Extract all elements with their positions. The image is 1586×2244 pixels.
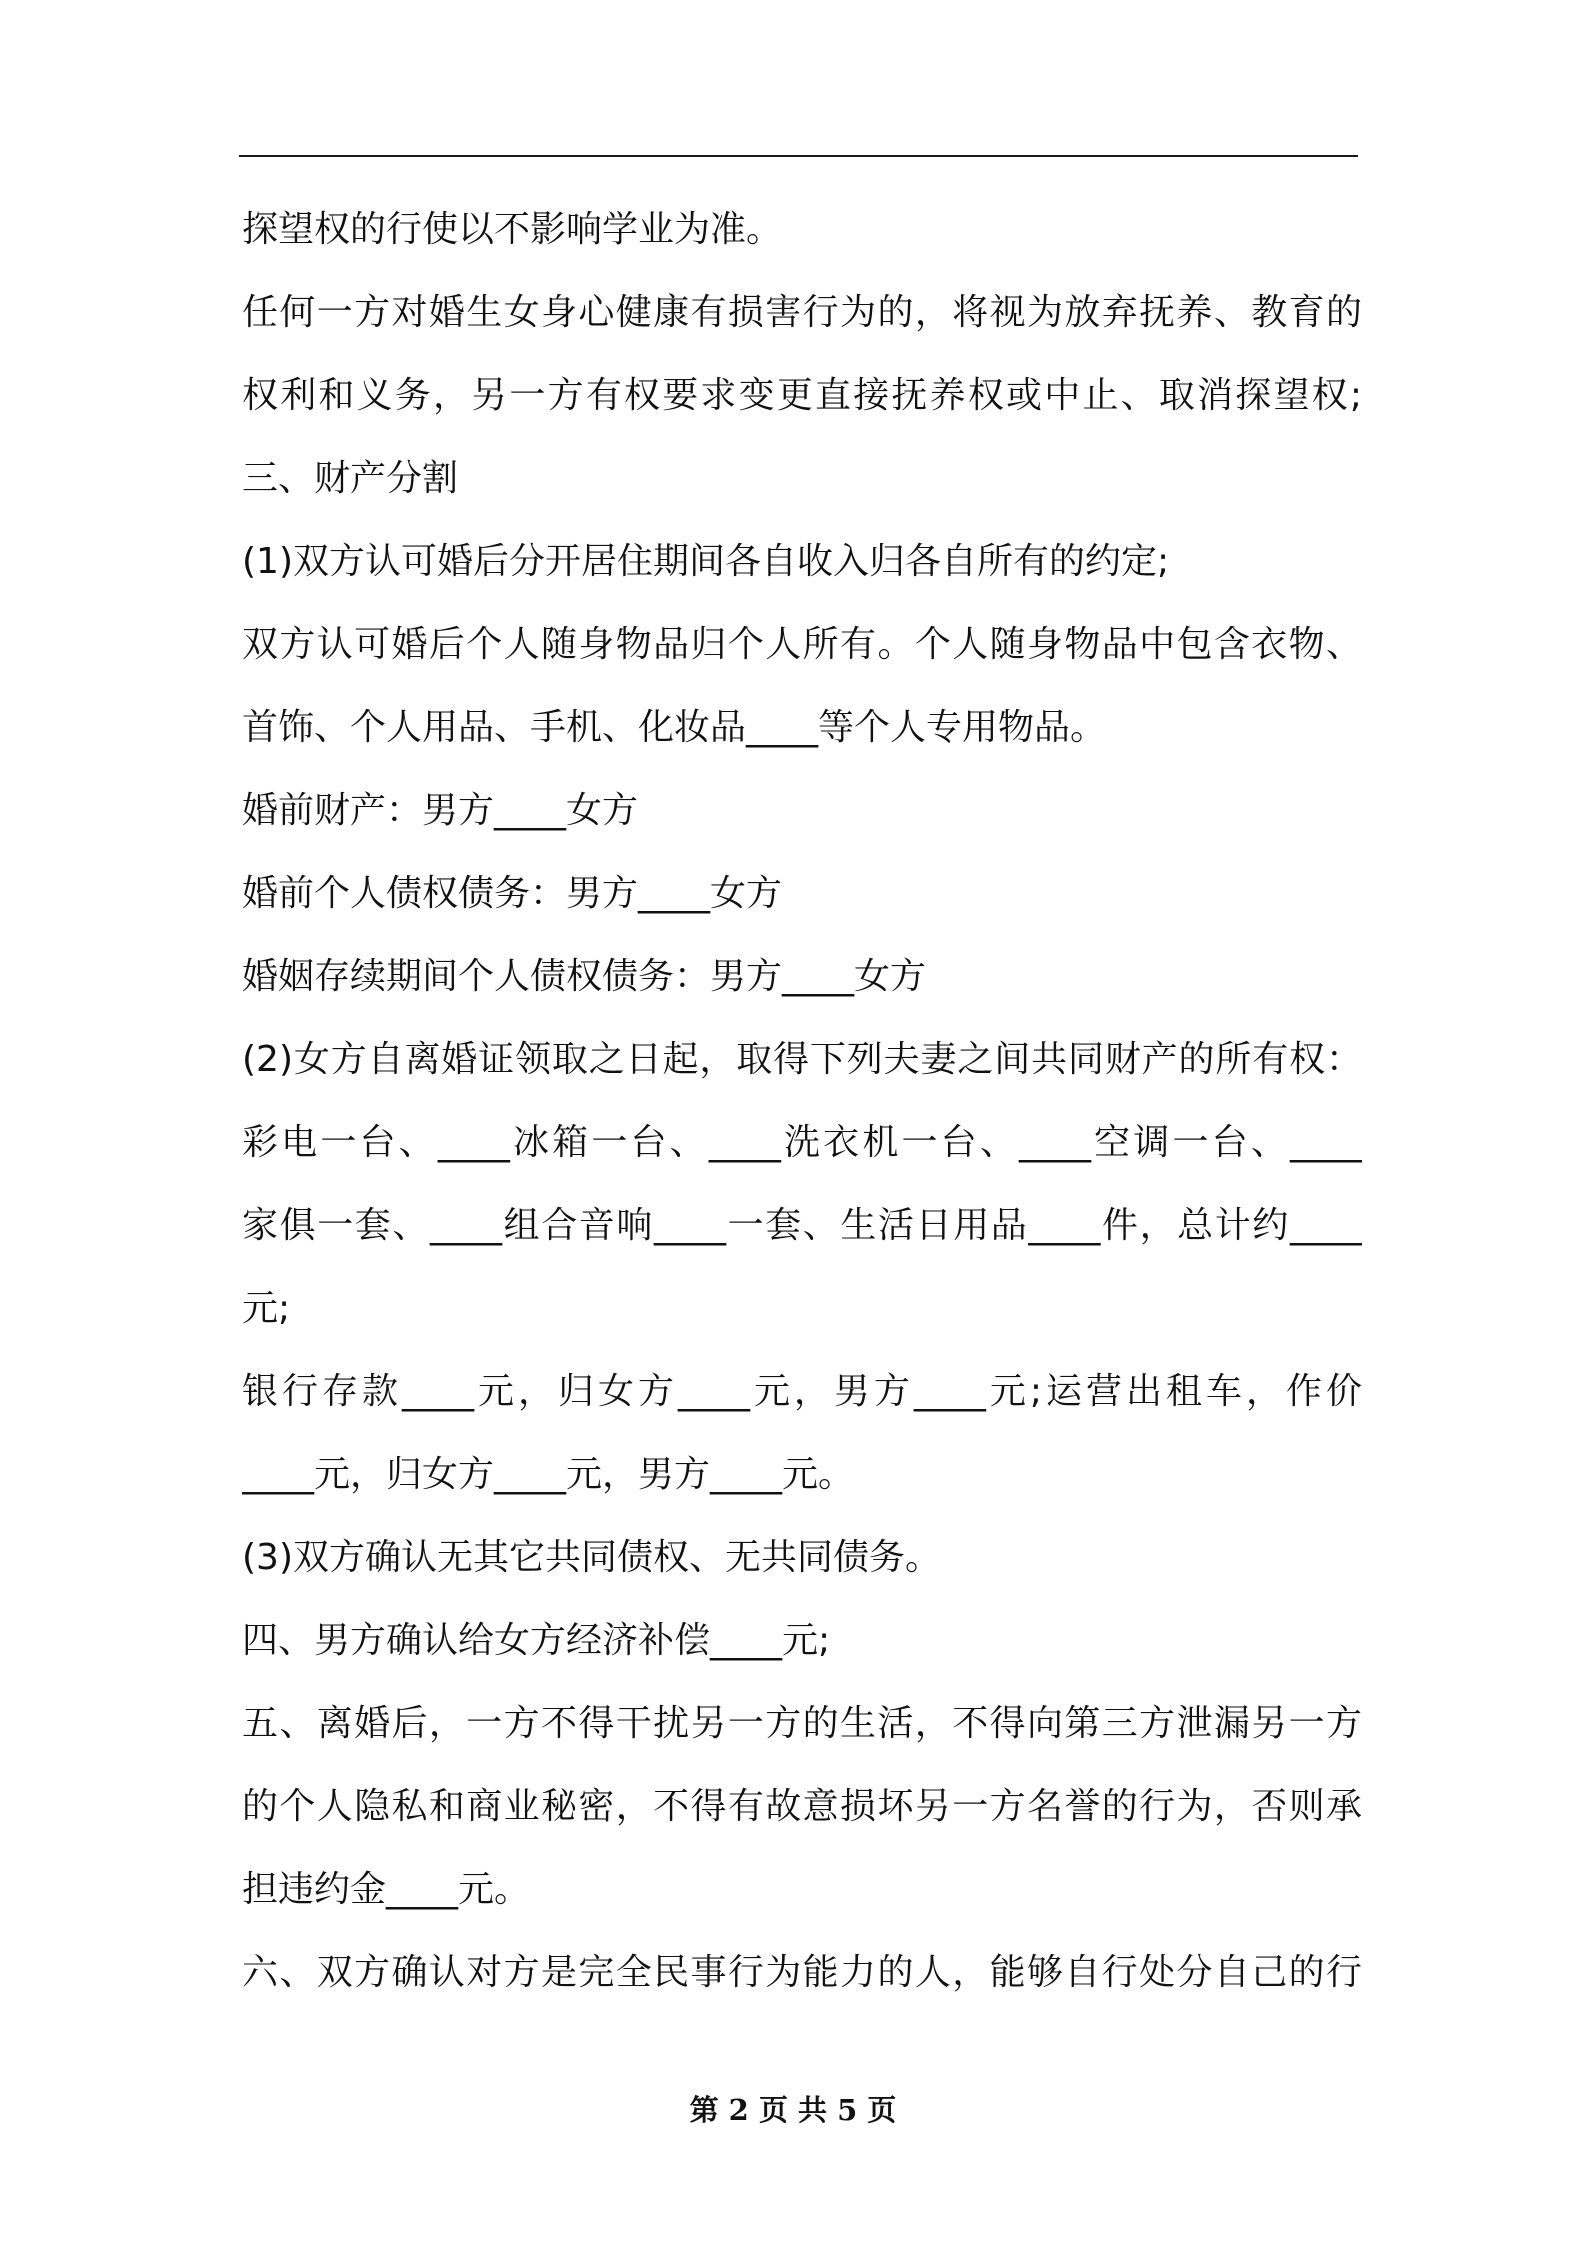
body-line: 银行存款____元，归女方____元，男方____元;运营出租车，作价 [242, 1371, 1362, 1412]
body-line: 权利和义务，另一方有权要求变更直接抚养权或中止、取消探望权; [242, 375, 1362, 416]
header-divider [239, 155, 1358, 157]
body-line: 探望权的行使以不影响学业为准。 [242, 209, 783, 250]
body-line: 首饰、个人用品、手机、化妆品____等个人专用物品。 [242, 707, 1107, 748]
body-line: 家俱一套、____组合音响____一套、生活日用品____件，总计约____ [242, 1205, 1362, 1246]
body-line: 元; [242, 1288, 291, 1329]
section-heading: 六、双方确认对方是完全民事行为能力的人，能够自行处分自己的行 [242, 1952, 1362, 1993]
body-line: (2)女方自离婚证领取之日起，取得下列夫妻之间共同财产的所有权： [242, 1039, 1362, 1080]
body-line: 婚前财产：男方____女方 [242, 790, 639, 831]
body-line: 彩电一台、____冰箱一台、____洗衣机一台、____空调一台、____ [242, 1122, 1362, 1163]
body-line: 婚姻存续期间个人债权债务：男方____女方 [242, 956, 927, 997]
body-line: 双方认可婚后个人随身物品归个人所有。个人随身物品中包含衣物、 [242, 624, 1362, 665]
body-line: 担违约金____元。 [242, 1869, 531, 1910]
body-line: (1)双方认可婚后分开居住期间各自收入归各自所有的约定; [242, 541, 1170, 582]
page-number: 第 2 页 共 5 页 [689, 2093, 897, 2127]
body-line: 的个人隐私和商业秘密，不得有故意损坏另一方名誉的行为，否则承 [242, 1786, 1362, 1827]
body-line: (3)双方确认无其它共同债权、无共同债务。 [242, 1537, 941, 1578]
body-line: 婚前个人债权债务：男方____女方 [242, 873, 783, 914]
body-line: ____元，归女方____元，男方____元。 [242, 1454, 855, 1495]
body-line: 任何一方对婚生女身心健康有损害行为的，将视为放弃抚养、教育的 [242, 292, 1362, 333]
section-heading: 四、男方确认给女方经济补偿____元; [242, 1620, 831, 1661]
section-heading: 三、财产分割 [242, 458, 459, 499]
section-heading: 五、离婚后，一方不得干扰另一方的生活，不得向第三方泄漏另一方 [242, 1703, 1362, 1744]
